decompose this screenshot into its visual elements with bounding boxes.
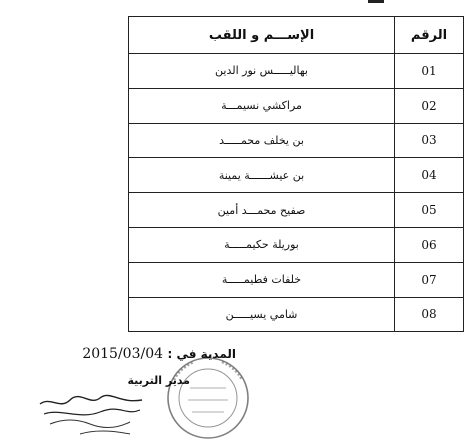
row-number: 04 xyxy=(395,158,464,193)
row-name: مراكشي نسيمـــة xyxy=(129,88,395,123)
row-number: 01 xyxy=(395,54,464,89)
top-edge-mark xyxy=(368,0,384,3)
handwritten-signature-icon xyxy=(30,386,150,442)
header-name: الإســـم و اللقب xyxy=(129,17,395,54)
date-label: المدية في : xyxy=(167,347,236,361)
row-name: خلفات فطيمـــــة xyxy=(129,262,395,297)
table-row xyxy=(129,193,464,228)
table-row xyxy=(129,123,464,158)
table-row xyxy=(129,158,464,193)
row-number: 06 xyxy=(395,227,464,262)
row-name: شامي يسيـــــن xyxy=(129,297,395,332)
row-number: 05 xyxy=(395,193,464,228)
table-row xyxy=(129,262,464,297)
row-number: 02 xyxy=(395,88,464,123)
roster-table xyxy=(128,16,464,332)
date-line xyxy=(36,346,236,362)
row-name: بوريلة حكيمـــــة xyxy=(129,227,395,262)
table-header-row xyxy=(129,17,464,54)
signatory-title: مدير التربية xyxy=(127,374,190,387)
table-row xyxy=(129,297,464,332)
row-name: بهاليـــــس نور الدين xyxy=(129,54,395,89)
table-row xyxy=(129,54,464,89)
signature-block xyxy=(0,340,474,442)
row-number: 08 xyxy=(395,297,464,332)
row-name: بن يخلف محمـــــد xyxy=(129,123,395,158)
row-name: صفيح محمـــد أمين xyxy=(129,193,395,228)
row-number: 07 xyxy=(395,262,464,297)
row-number: 03 xyxy=(395,123,464,158)
table-row xyxy=(129,227,464,262)
row-name: بن عيشــــــة يمينة xyxy=(129,158,395,193)
table-row xyxy=(129,88,464,123)
date-value: 2015/03/04 xyxy=(82,346,164,362)
header-number: الرقم xyxy=(395,17,464,54)
